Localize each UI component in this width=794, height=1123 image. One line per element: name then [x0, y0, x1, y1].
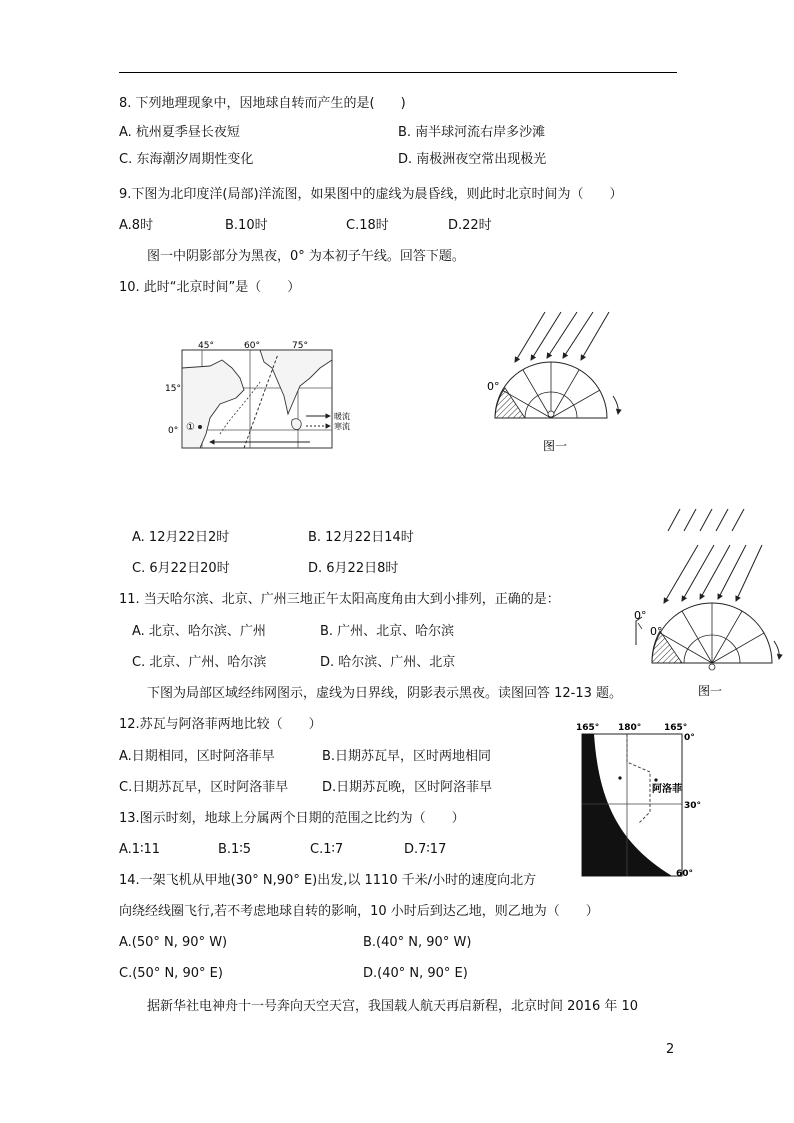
q13-stem: 13.图示时刻，地球上分属两个日期的范围之比约为（ ）: [119, 811, 465, 826]
figure-one-semicircle: [485, 310, 625, 460]
q9-stem: 9.下图为北印度洋(局部)洋流图，如果图中的虚线为晨昏线，则此时北京时间为（ ）: [119, 187, 623, 202]
header-rule: [119, 72, 677, 73]
intro-10: 图一中阴影部分为黑夜，0° 为本初子午线。回答下题。: [147, 249, 465, 264]
q11-option-b: B. 广州、北京、哈尔滨: [320, 624, 455, 639]
fig1b-caption: 图一: [698, 684, 723, 698]
q9-option-c: C.18时: [346, 218, 389, 233]
q12-stem: 12.苏瓦与阿洛菲两地比较（ ）: [119, 717, 322, 732]
q8-option-b: B. 南半球河流右岸多沙滩: [398, 125, 546, 140]
figure-one-semicircle-repeat: [628, 505, 788, 700]
q8-option-d: D. 南极洲夜空常出现极光: [398, 152, 547, 167]
q11-option-c: C. 北京、广州、哈尔滨: [132, 655, 267, 670]
map2-lon-165e: 165°: [664, 723, 688, 733]
q14-stem-line1: 14.一架飞机从甲地(30° N,90° E)出发,以 1110 千米/小时的速度向北方: [119, 873, 537, 888]
q10-option-a: A. 12月22日2时: [132, 530, 230, 545]
map2-city-alofi: 阿洛菲: [652, 784, 682, 795]
q14-stem-line2: 向绕经线圈飞行,若不考虑地球自转的影响，10 小时后到达乙地，则乙地为（ ）: [119, 904, 599, 919]
indian-ocean-map: [160, 338, 350, 458]
q14-option-d: D.(40° N, 90° E): [363, 966, 468, 981]
q10-stem: 10. 此时“北京时间”是（ ）: [119, 280, 301, 295]
map1-lat-0: 0°: [168, 426, 179, 436]
map2-lat-30: 30°: [684, 801, 702, 811]
fig1b-zero-label-outer: 0°: [634, 609, 647, 622]
q9-option-d: D.22时: [448, 218, 492, 233]
q9-option-b: B.10时: [225, 218, 268, 233]
q12-option-b: B.日期苏瓦早，区时两地相同: [322, 749, 492, 764]
q13-option-d: D.7∶17: [404, 842, 447, 857]
last-paragraph: 据新华社电神舟十一号奔向天空天宫，我国载人航天再启新程，北京时间 2016 年 10: [147, 999, 639, 1014]
q13-option-b: B.1∶5: [218, 842, 251, 857]
q14-option-a: A.(50° N, 90° W): [119, 935, 228, 950]
q11-option-a: A. 北京、哈尔滨、广州: [132, 624, 266, 639]
q12-option-a: A.日期相同，区时阿洛菲早: [119, 749, 275, 764]
fig1b-zero-label: 0°: [650, 625, 663, 638]
map1-lat-15: 15°: [165, 384, 181, 394]
q12-option-d: D.日期苏瓦晚，区时阿洛菲早: [322, 780, 493, 795]
q11-stem: 11. 当天哈尔滨、北京、广州三地正午太阳高度角由大到小排列，正确的是：: [119, 592, 560, 607]
map1-legend-warm: 暖流: [334, 412, 350, 421]
map2-lon-180: 180°: [618, 723, 642, 733]
map1-lon-45: 45°: [198, 341, 214, 351]
q14-option-c: C.(50° N, 90° E): [119, 966, 223, 981]
q8-option-c: C. 东海潮汐周期性变化: [119, 152, 254, 167]
map2-lat-0: 0°: [684, 733, 695, 743]
q10-option-c: C. 6月22日20时: [132, 561, 230, 576]
q10-option-b: B. 12月22日14时: [308, 530, 414, 545]
q12-option-c: C.日期苏瓦早，区时阿洛菲早: [119, 780, 289, 795]
dateline-map: [572, 720, 702, 880]
fig1-caption: 图一: [543, 439, 568, 453]
map1-legend-cold: 寒流: [334, 422, 350, 431]
q11-option-d: D. 哈尔滨、广州、北京: [320, 655, 456, 670]
q14-option-b: B.(40° N, 90° W): [363, 935, 472, 950]
map2-city-suva: 苏瓦: [604, 784, 624, 795]
map2-lon-165w: 165°: [576, 723, 600, 733]
q9-option-a: A.8时: [119, 218, 154, 233]
q8-stem: 8. 下列地理现象中，因地球自转而产生的是( ): [119, 96, 406, 111]
map2-lat-60: 60°: [676, 869, 694, 879]
q8-option-a: A. 杭州夏季昼长夜短: [119, 125, 240, 140]
q13-option-c: C.1∶7: [310, 842, 344, 857]
intro-12: 下图为局部区域经纬网图示，虚线为日界线，阴影表示黑夜。读图回答 12-13 题。: [147, 686, 623, 701]
q10-option-d: D. 6月22日8时: [308, 561, 399, 576]
map1-lon-60: 60°: [244, 341, 260, 351]
map1-marker: ①: [186, 422, 195, 433]
q13-option-a: A.1∶11: [119, 842, 160, 857]
page-number: 2: [666, 1042, 675, 1057]
fig1-zero-label: 0°: [487, 380, 500, 393]
map1-lon-75: 75°: [292, 341, 308, 351]
